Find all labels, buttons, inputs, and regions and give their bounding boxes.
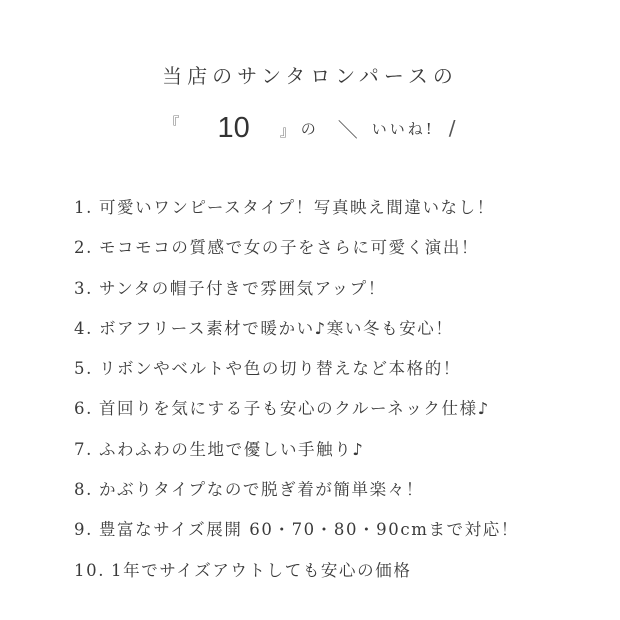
feature-item-3 (74, 275, 519, 315)
feature-item-6 (74, 395, 519, 435)
close-corner-bracket: 』 (279, 121, 295, 140)
feature-text: ボアフリース素材で暖かい♪寒い冬も安心！ (98, 318, 454, 338)
feature-text: サンタの帽子付きで雰囲気アップ！ (98, 278, 386, 298)
feature-number: 3. (74, 278, 93, 298)
feature-item-4 (74, 315, 519, 355)
feature-item-10 (74, 557, 519, 597)
feature-number: 10. (74, 560, 106, 580)
feature-item-7 (74, 436, 519, 476)
slash-right-decoration: / (448, 116, 456, 140)
feature-number: 9. (74, 520, 93, 540)
feature-text: モコモコの質感で女の子をさらに可愛く演出！ (98, 238, 480, 258)
feature-number: 1. (74, 198, 93, 217)
feature-number: 2. (74, 238, 93, 258)
feature-number: 6. (74, 399, 93, 419)
feature-item-8 (74, 476, 519, 516)
feature-number: 8. (74, 480, 93, 500)
feature-text: 可愛いワンピースタイプ！写真映え間違いなし！ (98, 198, 495, 217)
feature-item-1 (74, 194, 519, 234)
feature-list (74, 194, 519, 597)
heading-line-2 (0, 108, 620, 148)
feature-number: 7. (74, 439, 93, 459)
slash-left-decoration: ＼ (337, 117, 358, 142)
feature-item-9 (74, 516, 519, 556)
feature-text: 豊富なサイズ展開 60・70・80・90cmまで対応！ (98, 520, 519, 540)
feature-number: 4. (74, 318, 93, 338)
feature-count: 10 (217, 111, 250, 144)
iine-text: いいね! (371, 119, 435, 138)
feature-number: 5. (74, 359, 93, 379)
feature-text: 首回りを気にする子も安心のクルーネック仕様♪ (98, 399, 490, 419)
feature-text: リボンやベルトや色の切り替えなど本格的！ (98, 359, 461, 379)
feature-text: ふわふわの生地で優しい手触り♪ (98, 439, 365, 459)
heading-particle: の (300, 119, 316, 138)
heading-line-1: 当店のサンタロンパースの (162, 64, 458, 88)
feature-text: かぶりタイプなので脱ぎ着が簡単楽々！ (98, 480, 424, 500)
feature-item-2 (74, 234, 519, 274)
feature-text: 1年でサイズアウトしても安心の価格 (111, 560, 412, 580)
open-corner-bracket: 『 (164, 113, 180, 132)
feature-item-5 (74, 355, 519, 395)
